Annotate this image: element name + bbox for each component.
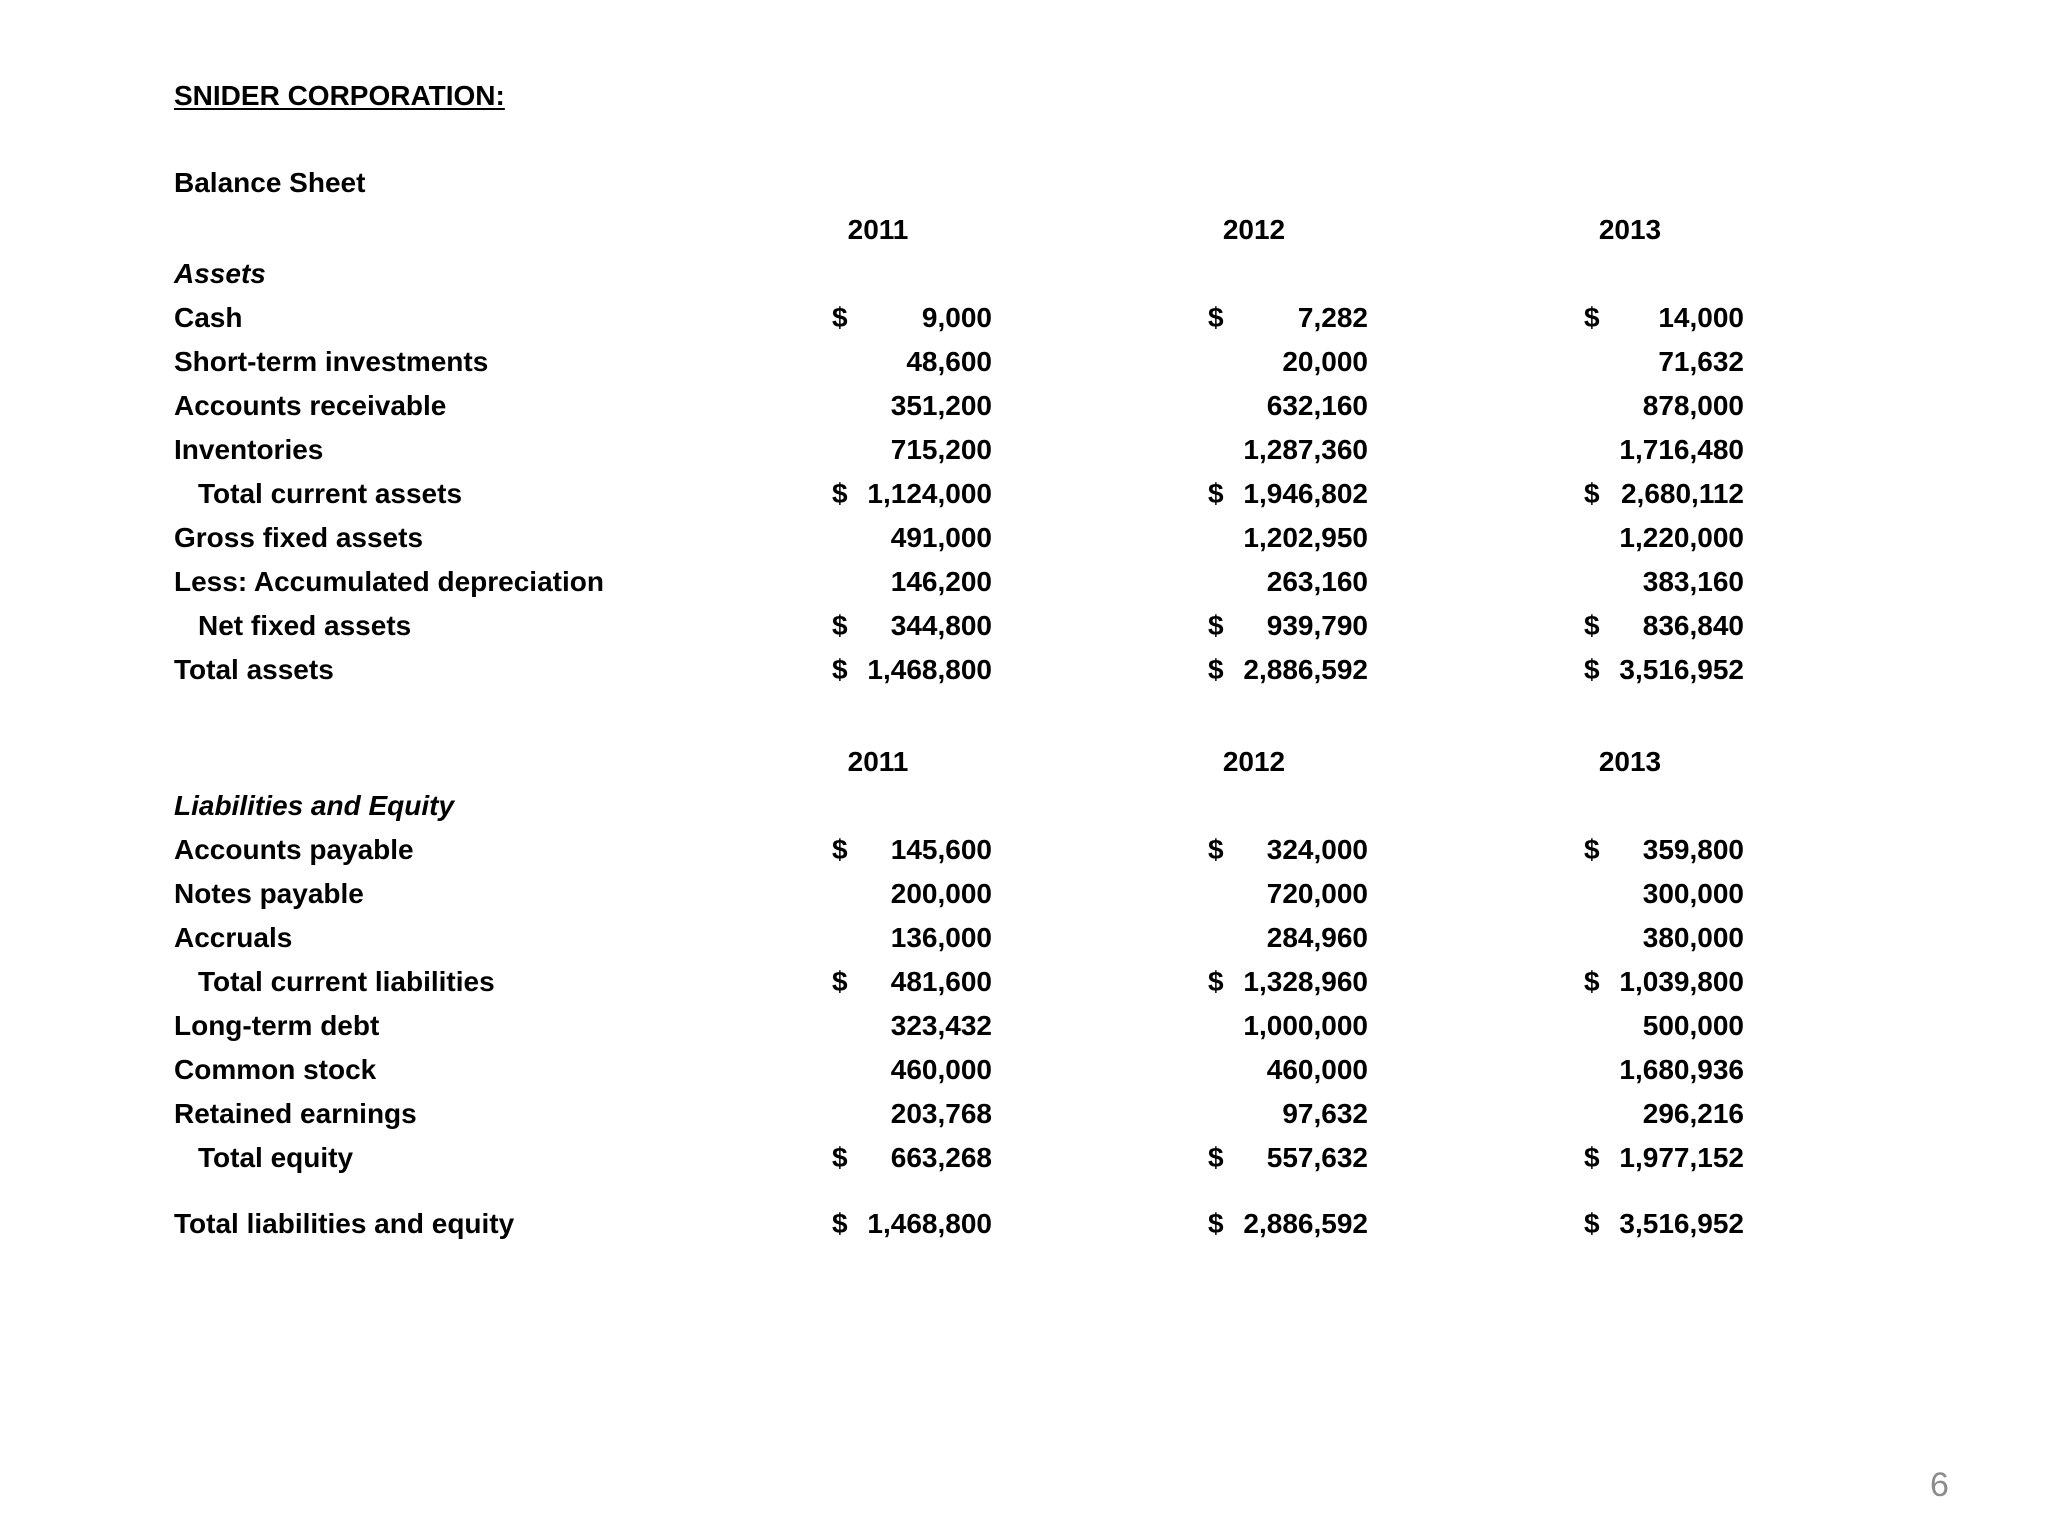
table-row: [174, 516, 1754, 560]
table-row-subtotal: [174, 1136, 1754, 1180]
table-row: [174, 828, 1754, 872]
amount: 2,886,592: [1243, 1208, 1368, 1239]
row-label: Gross fixed assets: [174, 522, 424, 553]
currency-symbol: $: [1208, 1208, 1224, 1239]
amount: 557,632: [1266, 1142, 1368, 1173]
year-header-2012: 2012: [1222, 746, 1286, 777]
currency-symbol: $: [832, 966, 848, 997]
table-row: [174, 1004, 1754, 1048]
row-label: Total liabilities and equity: [174, 1208, 515, 1239]
amount: 203,768: [890, 1098, 992, 1129]
currency-symbol: $: [1584, 1142, 1600, 1173]
amount: 2,680,112: [1620, 478, 1744, 509]
currency-symbol: $: [1208, 834, 1224, 865]
amount: 146,200: [890, 566, 992, 597]
table-row-subtotal: [174, 604, 1754, 648]
year-header-2013: 2013: [1598, 746, 1662, 777]
amount: 878,000: [1642, 390, 1744, 421]
assets-heading: Assets: [174, 258, 266, 289]
amount: 7,282: [1297, 302, 1368, 333]
currency-symbol: $: [1584, 654, 1600, 685]
table-row: [174, 428, 1754, 472]
row-label: Cash: [174, 302, 243, 333]
year-header-2011: 2011: [847, 746, 909, 777]
row-label: Total current liabilities: [198, 966, 495, 997]
amount: 1,000,000: [1243, 1010, 1368, 1041]
amount: 1,202,950: [1243, 522, 1368, 553]
amount: 300,000: [1642, 878, 1744, 909]
row-label: Retained earnings: [174, 1098, 417, 1129]
assets-section: [174, 208, 1754, 692]
assets-year-header: [174, 208, 1754, 252]
currency-symbol: $: [1208, 302, 1224, 333]
company-name: SNIDER CORPORATION:: [174, 80, 505, 111]
amount: 3,516,952: [1619, 1208, 1744, 1239]
table-row: [174, 560, 1754, 604]
amount: 48,600: [906, 346, 992, 377]
assets-heading-row: [174, 252, 1754, 296]
table-row-subtotal: [174, 960, 1754, 1004]
table-row: [174, 872, 1754, 916]
currency-symbol: $: [1584, 834, 1600, 865]
table-row-subtotal: [174, 472, 1754, 516]
table-row: [174, 1092, 1754, 1136]
liabilities-section: [174, 740, 1754, 1246]
amount: 1,039,800: [1619, 966, 1744, 997]
row-label: Less: Accumulated depreciation: [174, 566, 604, 597]
amount: 1,124,000: [867, 478, 992, 509]
row-label: Common stock: [174, 1054, 377, 1085]
currency-symbol: $: [832, 610, 848, 641]
row-label: Accruals: [174, 922, 293, 953]
amount: 324,000: [1266, 834, 1368, 865]
amount: 836,840: [1642, 610, 1744, 641]
amount: 71,632: [1658, 346, 1744, 377]
amount: 284,960: [1266, 922, 1368, 953]
amount: 500,000: [1642, 1010, 1744, 1041]
currency-symbol: $: [1584, 1208, 1600, 1239]
currency-symbol: $: [832, 654, 848, 685]
row-label: Long-term debt: [174, 1010, 380, 1041]
amount: 715,200: [890, 434, 992, 465]
amount: 1,977,152: [1619, 1142, 1744, 1173]
amount: 491,000: [890, 522, 992, 553]
amount: 1,468,800: [867, 654, 992, 685]
amount: 1,716,480: [1619, 434, 1744, 465]
row-label: Accounts receivable: [174, 390, 447, 421]
amount: 481,600: [890, 966, 992, 997]
currency-symbol: $: [1584, 610, 1600, 641]
amount: 263,160: [1266, 566, 1368, 597]
row-label: Accounts payable: [174, 834, 414, 865]
amount: 720,000: [1266, 878, 1368, 909]
table-row: [174, 296, 1754, 340]
amount: 3,516,952: [1619, 654, 1744, 685]
amount: 1,946,802: [1243, 478, 1368, 509]
amount: 145,600: [890, 834, 992, 865]
liabilities-heading: Liabilities and Equity: [174, 790, 455, 821]
currency-symbol: $: [1584, 966, 1600, 997]
amount: 9,000: [921, 302, 992, 333]
currency-symbol: $: [832, 834, 848, 865]
table-row: [174, 384, 1754, 428]
amount: 200,000: [890, 878, 992, 909]
year-header-2013: 2013: [1598, 214, 1662, 245]
table-row: [174, 916, 1754, 960]
amount: 939,790: [1266, 610, 1368, 641]
amount: 344,800: [890, 610, 992, 641]
currency-symbol: $: [832, 1208, 848, 1239]
amount: 136,000: [890, 922, 992, 953]
page-number: 6: [1930, 1466, 1949, 1504]
amount: 1,468,800: [867, 1208, 992, 1239]
amount: 323,432: [890, 1010, 992, 1041]
amount: 460,000: [890, 1054, 992, 1085]
row-label: Short-term investments: [174, 346, 489, 377]
table-row: [174, 340, 1754, 384]
spacer: [174, 1180, 1754, 1202]
row-label: Notes payable: [174, 878, 364, 909]
amount: 359,800: [1642, 834, 1744, 865]
currency-symbol: $: [1584, 478, 1600, 509]
table-row: [174, 1048, 1754, 1092]
row-label: Total equity: [198, 1142, 354, 1173]
amount: 1,287,360: [1243, 434, 1368, 465]
table-row-total: [174, 1202, 1754, 1246]
sheet-title: Balance Sheet: [174, 167, 366, 198]
currency-symbol: $: [1208, 478, 1224, 509]
row-label: Total current assets: [198, 478, 463, 509]
currency-symbol: $: [832, 1142, 848, 1173]
liabilities-heading-row: [174, 784, 1754, 828]
amount: 663,268: [890, 1142, 992, 1173]
table-row-total: [174, 648, 1754, 692]
amount: 1,220,000: [1619, 522, 1744, 553]
currency-symbol: $: [832, 478, 848, 509]
currency-symbol: $: [1208, 610, 1224, 641]
currency-symbol: $: [832, 302, 848, 333]
amount: 1,680,936: [1619, 1054, 1744, 1085]
amount: 14,000: [1658, 302, 1744, 333]
amount: 97,632: [1282, 1098, 1368, 1129]
amount: 632,160: [1266, 390, 1368, 421]
currency-symbol: $: [1208, 1142, 1224, 1173]
amount: 296,216: [1642, 1098, 1744, 1129]
row-label: Inventories: [174, 434, 324, 465]
amount: 1,328,960: [1243, 966, 1368, 997]
amount: 380,000: [1642, 922, 1744, 953]
currency-symbol: $: [1584, 302, 1600, 333]
year-header-2012: 2012: [1222, 214, 1286, 245]
amount: 383,160: [1642, 566, 1744, 597]
currency-symbol: $: [1208, 654, 1224, 685]
row-label: Net fixed assets: [198, 610, 412, 641]
amount: 351,200: [890, 390, 992, 421]
row-label: Total assets: [174, 654, 334, 685]
amount: 20,000: [1282, 346, 1368, 377]
amount: 2,886,592: [1243, 654, 1368, 685]
year-header-2011: 2011: [847, 214, 909, 245]
liabilities-year-header: [174, 740, 1754, 784]
amount: 460,000: [1266, 1054, 1368, 1085]
currency-symbol: $: [1208, 966, 1224, 997]
